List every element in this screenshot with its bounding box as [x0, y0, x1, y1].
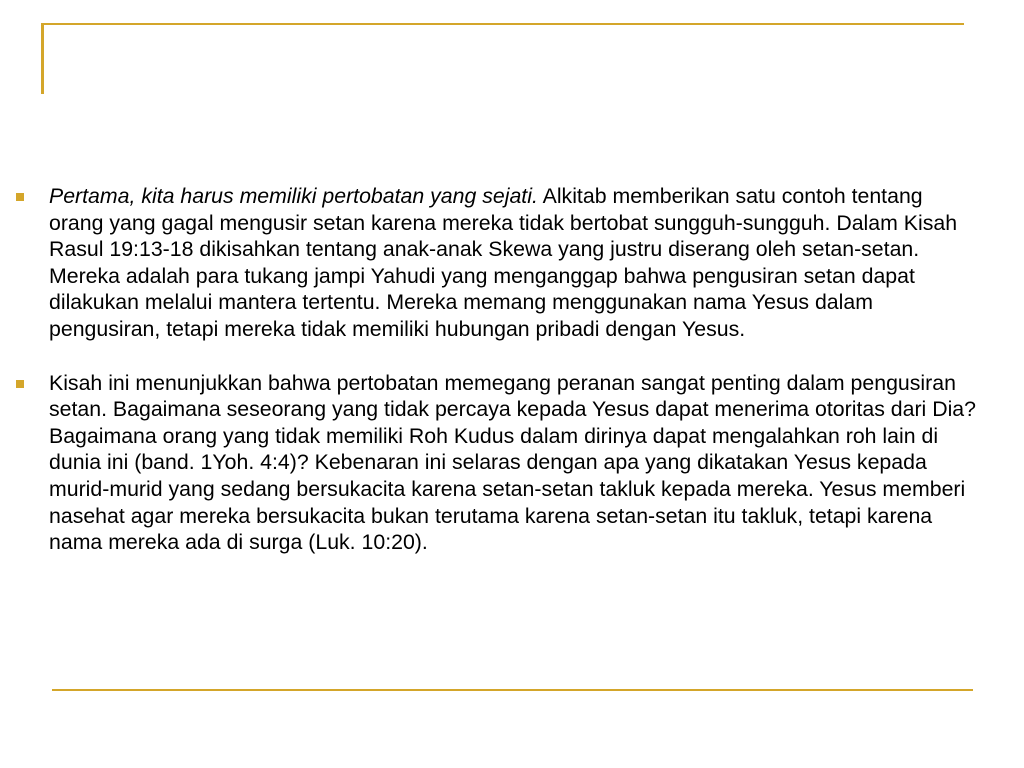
bullet-item [16, 183, 976, 343]
bullet-body: Kisah ini menunjukkan bahwa pertobatan memegang peranan sangat penting dalam pengusiran setan. Bagaimana seseorang yang tidak percaya kepada Yesus dapat menerima otoritas dari Dia? Bagaimana orang yang tidak memiliki Roh Kudus dalam dirinya dapat mengalahkan roh lain di dunia ini (band. 1Yoh. 4:4)? Kebenaran ini selaras dengan apa yang dikatakan Yesus kepada murid-murid yang sedang bersukacita karena setan-setan takluk kepada mereka. Yesus memberi nasehat agar mereka bersukacita bukan terutama karena setan-setan itu takluk, tetapi karena nama mereka ada di surga (Luk. 10:20). [49, 370, 976, 555]
bullet-item [16, 370, 976, 556]
square-bullet-icon [16, 193, 24, 201]
slide-body [16, 183, 976, 583]
top-rule [42, 23, 964, 25]
bullet-lead-italic: Pertama, kita harus memiliki pertobatan yang sejati. [49, 184, 538, 208]
left-corner-rule [41, 23, 44, 94]
bullet-text [49, 183, 976, 343]
bullet-body: Alkitab memberikan satu contoh tentang orang yang gagal mengusir setan karena mereka tidak bertobat sungguh-sungguh. Dalam Kisah Rasul 19:13-18 dikisahkan tentang anak-anak Skewa yang justru diserang oleh setan-setan. Mereka adalah para tukang jampi Yahudi yang menganggap bahwa pengusiran setan dapat dilakukan melalui mantera tertentu. Mereka memang menggunakan nama Yesus dalam pengusiran, tetapi mereka tidak memiliki hubungan pribadi dengan Yesus. [49, 184, 958, 341]
bullet-text [49, 370, 976, 556]
bottom-rule [52, 689, 973, 691]
square-bullet-icon [16, 380, 24, 388]
